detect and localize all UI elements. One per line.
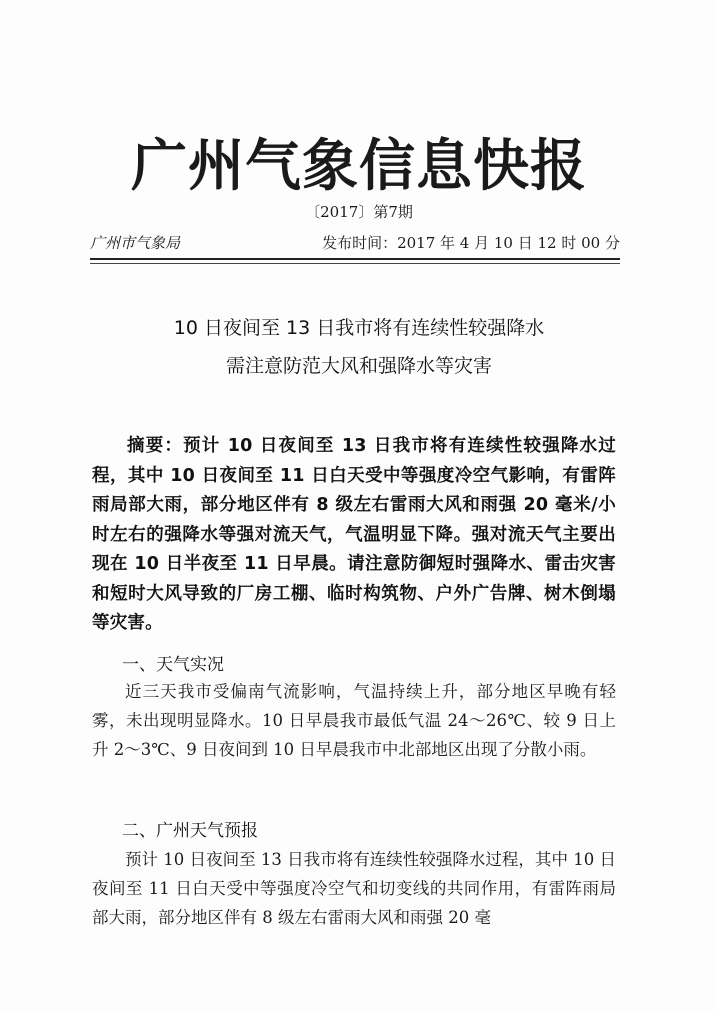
headline-line-2: 需注意防范大风和强降水等灾害 bbox=[225, 355, 492, 377]
issuer-name: 广州市气象局 bbox=[90, 234, 181, 252]
meta-row bbox=[90, 232, 620, 254]
section-1-body: 近三天我市受偏南气流影响，气温持续上升，部分地区早晚有轻雾，未出现明显降水。10 日早晨我市最低气温 24～26℃、较 9 日上升 2～3℃、9 日夜间到 10 日早晨我市中北部地区出现了分散小雨。 bbox=[92, 682, 616, 759]
headline-line-1: 10 日夜间至 13 日我市将有连续性较强降水 bbox=[173, 317, 545, 339]
summary-paragraph: 摘要：预计 10 日夜间至 13 日我市将有连续性较强降水过程，其中 10 日夜间至 11 日白天受中等强度冷空气影响，有雷阵雨局部大雨，部分地区伴有 8 级左右雷雨大风和雨强 20 毫米/小时左右的强降水等强对流天气，气温明显下降。强对流天气主要出现在 10 日半夜至 11 日早晨。请注意防御短时强降水、雷击灾害和短时大风导致的厂房工棚、临时构筑物、户外广告牌、树木倒塌等灾害。 bbox=[92, 436, 616, 633]
header-divider-thin bbox=[90, 263, 620, 264]
masthead-title: 广州气象信息快报 bbox=[131, 133, 587, 199]
publish-time: 发布时间：2017 年 4 月 10 日 12 时 00 分 bbox=[322, 234, 620, 252]
section-2-heading: 二、广州天气预报 bbox=[122, 821, 258, 841]
issue-number: 〔2017〕第7期 bbox=[305, 203, 413, 221]
section-1-heading: 一、天气实况 bbox=[122, 655, 224, 675]
header-divider bbox=[90, 258, 620, 260]
section-2-body: 预计 10 日夜间至 13 日我市将有连续性较强降水过程，其中 10 日夜间至 11 日白天受中等强度冷空气和切变线的共同作用，有雷阵雨局部大雨，部分地区伴有 8 级左右雷雨大风和雨强 20 毫 bbox=[92, 850, 616, 927]
